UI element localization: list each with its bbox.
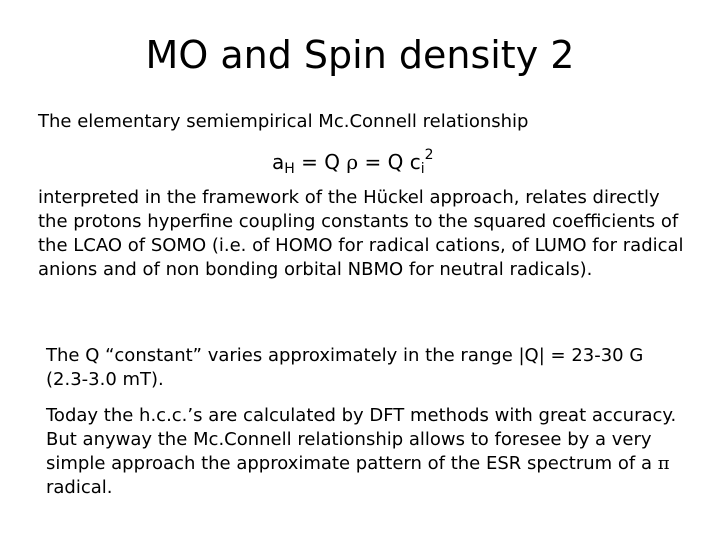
formula-sub-i: i	[420, 161, 425, 177]
pi-symbol: π	[657, 453, 670, 474]
paragraph-dft-part2: radical.	[46, 477, 113, 498]
formula-a: a	[272, 150, 285, 174]
mcconnell-formula	[272, 148, 434, 176]
paragraph-q-constant: The Q “constant” varies approximately in the range |Q| = 23-30 G (2.3-3.0 mT).	[46, 345, 644, 390]
formula-sub-h: H	[284, 161, 295, 177]
formula-eq-q: = Q	[301, 150, 341, 174]
paragraph-dft	[46, 404, 686, 500]
paragraph-huckel: interpreted in the framework of the Hückel approach, relates directly the protons hyperfine coupling constants to the squared coefficients of the LCAO of SOMO (i.e. of HOMO for radical cations, of LUMO for radical anions and of non bonding orbital NBMO for neutral radicals).	[38, 187, 684, 280]
paragraph-dft-part1: Today the h.c.c.’s are calculated by DFT methods with great accuracy. But anyway the Mc.Connell relationship allows to foresee by a very simple approach the approximate pattern of the ESR spectrum of a	[46, 405, 677, 474]
formula-rho: ρ	[346, 150, 359, 174]
intro-text: The elementary semiempirical Mc.Connell relationship	[38, 111, 529, 132]
formula-eq-qc: = Q c	[364, 150, 421, 174]
formula-sup-2: 2	[424, 147, 434, 163]
slide-title: MO and Spin density 2	[145, 33, 575, 77]
